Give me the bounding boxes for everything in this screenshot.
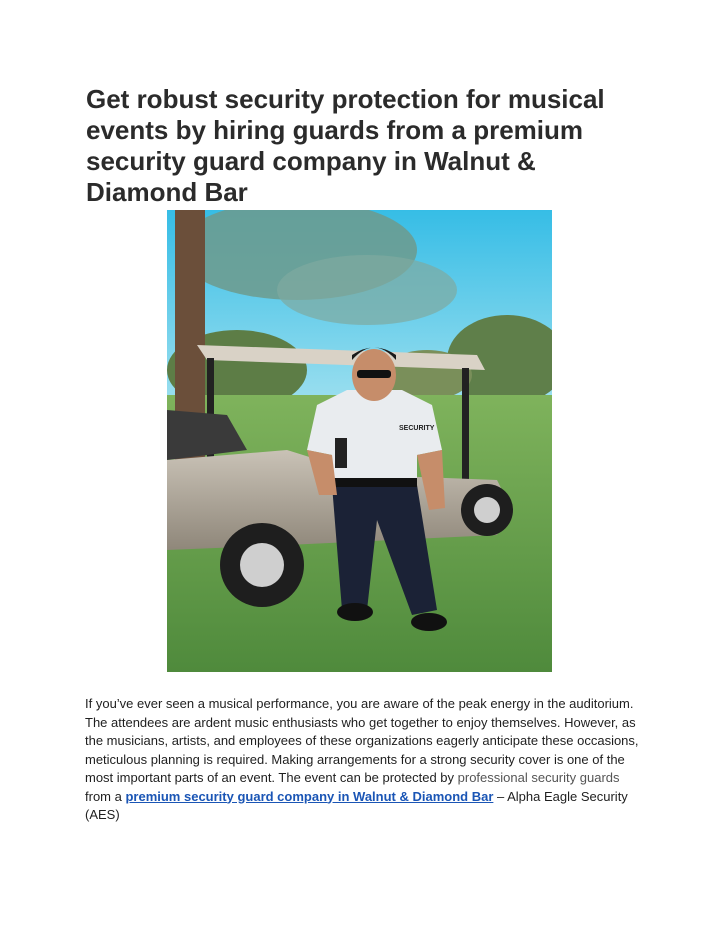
shirt-patch-text: SECURITY bbox=[399, 425, 435, 432]
professional-security-guards-link[interactable]: professional security guards bbox=[457, 770, 620, 785]
paragraph-end: – Alpha Eagle Security (AES) bbox=[85, 788, 628, 822]
paragraph-intro: If you’ve ever seen a musical performance, you are aware of the peak energy in the auditorium. The attendees are ardent music enthusiasts who get together to enjoy themselves. However, as the musicians, artists, and employees of these organizations eagerly anticipate these occasions, meticulous planning is required. Making arrangements for a strong security cover is one of the most important parts of an event. The event can be protected by bbox=[85, 696, 639, 785]
article-title: Get robust security protection for musical events by hiring guards from a premium security guard company in Walnut & Diamond Bar bbox=[86, 84, 605, 207]
premium-security-company-link[interactable]: premium security guard company in Walnut & Diamond Bar bbox=[125, 788, 494, 804]
paragraph-middle: from a bbox=[85, 788, 126, 804]
security-guard-photo bbox=[167, 210, 552, 672]
article-paragraph bbox=[85, 695, 645, 825]
